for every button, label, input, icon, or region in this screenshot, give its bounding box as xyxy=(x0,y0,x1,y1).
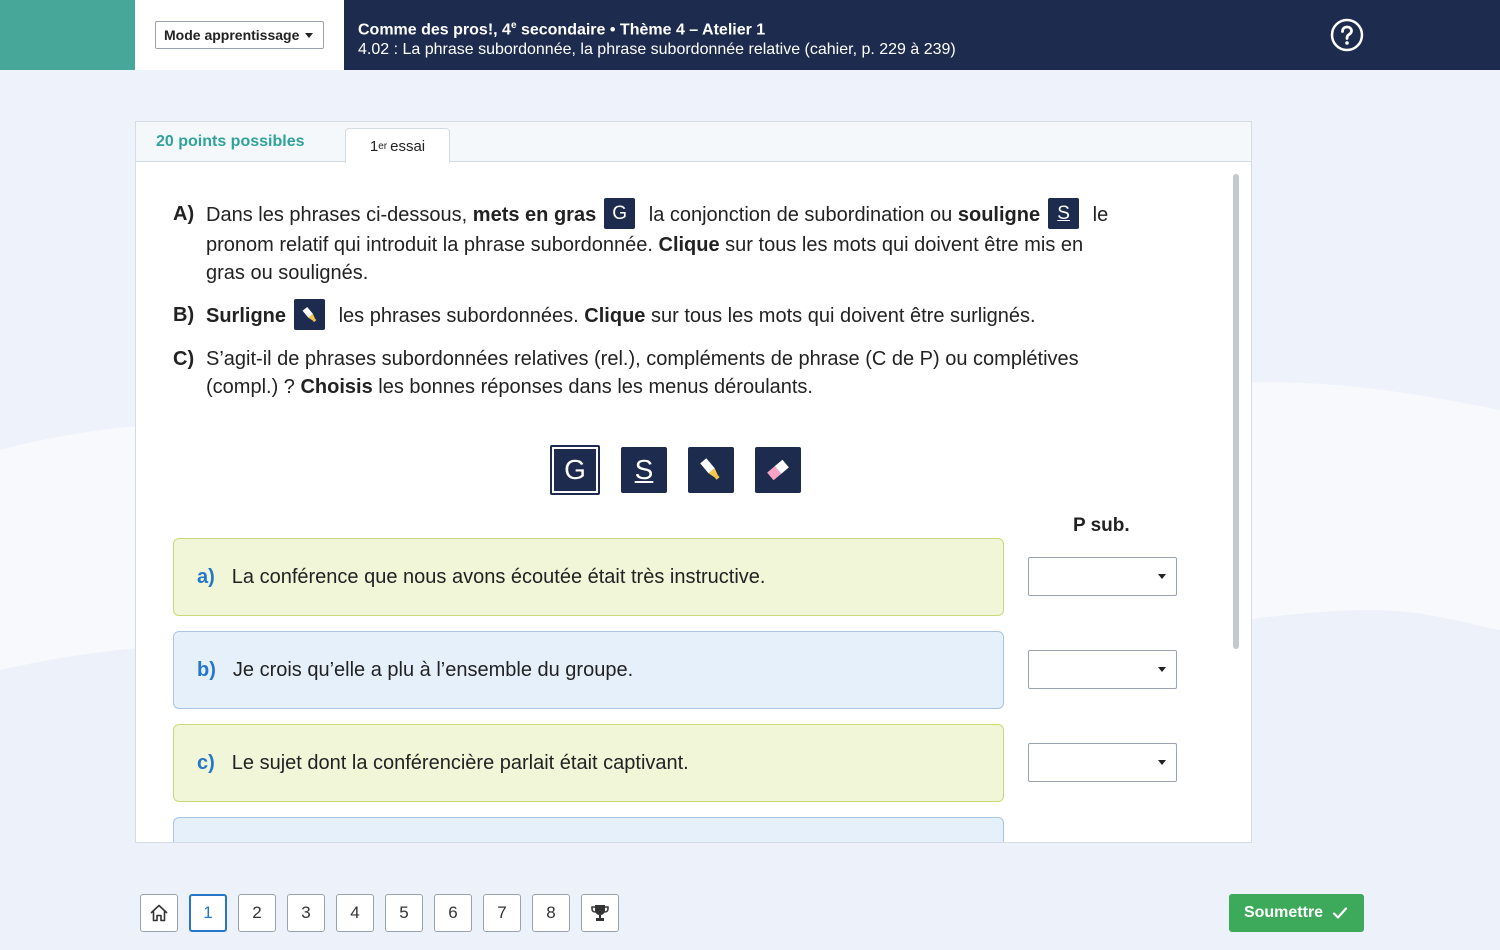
highlighter-tool-button[interactable] xyxy=(688,447,734,493)
highlighter-icon xyxy=(696,455,726,485)
card-tabs xyxy=(136,122,1251,162)
points-possible: 20 points possibles xyxy=(156,133,305,150)
page-button-3[interactable]: 3 xyxy=(287,894,325,932)
page-button-4[interactable]: 4 xyxy=(336,894,374,932)
answer-select-b[interactable] xyxy=(1028,650,1177,689)
tab-first-attempt[interactable]: 1 er essai xyxy=(345,128,450,163)
submit-button[interactable] xyxy=(1229,894,1364,932)
page-button-7[interactable]: 7 xyxy=(483,894,521,932)
instruction-a: A) Dans les phrases ci-dessous, mets en gras G la conjonction de subordination ou souligne S le pronom relatif qui introduit la phrase subordonnée. Clique sur tous les mots qui doivent être mis en gras ou soulignés. xyxy=(173,200,1123,287)
page-button-5[interactable]: 5 xyxy=(385,894,423,932)
underline-s-icon: S xyxy=(1048,198,1079,229)
answer-select-c[interactable] xyxy=(1028,743,1177,782)
chevron-down-icon xyxy=(305,33,313,38)
course-title: Comme des pros!, 4e secondaire • Thème 4 – Atelier 1 xyxy=(358,20,766,39)
highlighter-icon xyxy=(294,299,325,330)
column-header-psub: P sub. xyxy=(1073,515,1130,536)
page-button-2[interactable]: 2 xyxy=(238,894,276,932)
trophy-icon xyxy=(589,902,611,924)
eraser-icon xyxy=(763,455,793,485)
page-button-1[interactable]: 1 xyxy=(189,894,227,932)
home-button[interactable] xyxy=(140,894,178,932)
toolbar xyxy=(550,447,801,495)
page-navigation xyxy=(140,894,619,932)
sentence-text[interactable]: Je crois qu’elle a plu à l’ensemble du groupe. xyxy=(232,658,634,681)
answer-select-a[interactable] xyxy=(1028,557,1177,596)
top-header xyxy=(0,0,1500,70)
sentence-text[interactable]: Le sujet dont la conférencière parlait était captivant. xyxy=(231,751,689,774)
exercise-card xyxy=(135,121,1252,843)
lesson-subtitle: 4.02 : La phrase subordonnée, la phrase subordonnée relative (cahier, p. 229 à 239) xyxy=(358,41,956,59)
bold-g-icon: G xyxy=(604,198,635,229)
mode-area xyxy=(135,0,344,70)
chevron-down-icon xyxy=(1158,574,1166,579)
home-icon xyxy=(148,902,170,924)
check-icon xyxy=(1331,904,1349,922)
chevron-down-icon xyxy=(1158,667,1166,672)
sentence-a: a) La conférence que nous avons écoutée était très instructive. xyxy=(173,538,1004,616)
header-accent xyxy=(0,0,135,70)
sentence-c: c) Le sujet dont la conférencière parlait était captivant. xyxy=(173,724,1004,802)
trophy-button[interactable] xyxy=(581,894,619,932)
page-button-6[interactable]: 6 xyxy=(434,894,472,932)
mode-dropdown-label: Mode apprentissage xyxy=(164,27,300,43)
eraser-tool-button[interactable] xyxy=(755,447,801,493)
underline-tool-button[interactable]: S xyxy=(621,447,667,493)
page-button-8[interactable]: 8 xyxy=(532,894,570,932)
instruction-c: C) S’agit-il de phrases subordonnées relatives (rel.), compléments de phrase (C de P) ou complétives (compl.) ? Choisis les bonnes réponses dans les menus déroulants. xyxy=(173,348,1079,398)
bold-tool-button[interactable]: G xyxy=(550,445,600,495)
sentence-b: b) Je crois qu’elle a plu à l’ensemble du groupe. xyxy=(173,631,1004,709)
question-circle-icon[interactable] xyxy=(1330,18,1364,52)
scrollbar[interactable] xyxy=(1233,174,1239,649)
instruction-b: B) Surligne les phrases subordonnées. Clique sur tous les mots qui doivent être surlignés. xyxy=(173,301,1123,332)
submit-label: Soumettre xyxy=(1243,904,1324,921)
chevron-down-icon xyxy=(1158,760,1166,765)
mode-dropdown[interactable] xyxy=(155,21,324,49)
sentence-text[interactable]: La conférence que nous avons écoutée était très instructive. xyxy=(231,565,766,588)
sentence-d-partial xyxy=(173,817,1004,843)
header-title-area xyxy=(344,0,1500,70)
